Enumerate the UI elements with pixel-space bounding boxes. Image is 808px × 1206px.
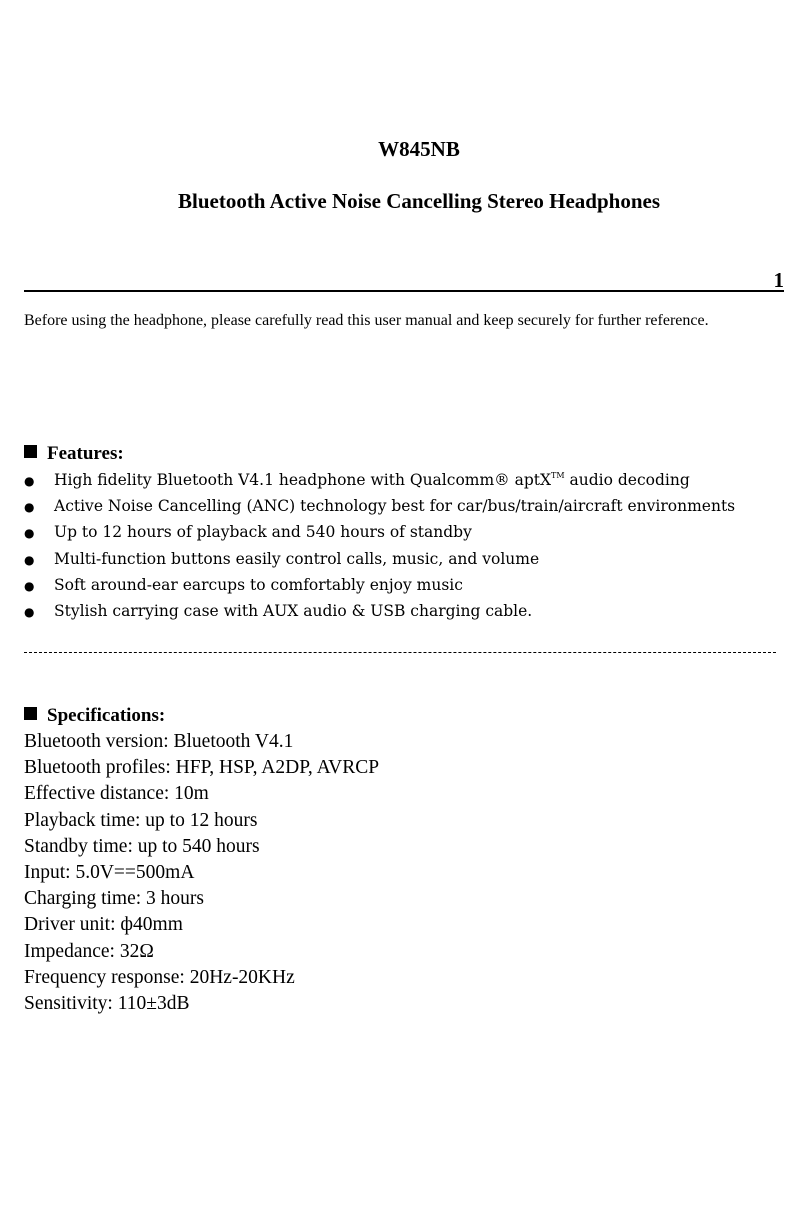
spec-sensitivity: Sensitivity: 110±3dB [24, 992, 190, 1014]
feature-item [24, 493, 735, 519]
specifications-heading-label: Specifications: [47, 705, 166, 726]
features-heading-label: Features: [47, 443, 124, 464]
feature-item [24, 467, 735, 493]
dashed-separator [24, 652, 776, 653]
spec-impedance: Impedance: 32Ω [24, 940, 154, 962]
page-number: 1 [773, 268, 784, 292]
spec-effective-distance: Effective distance: 10m [24, 783, 209, 805]
bullet-icon: ● [24, 552, 35, 567]
features-heading [24, 442, 124, 466]
feature-text: Stylish carrying case with AUX audio & USB charging cable. [54, 601, 533, 620]
square-bullet-icon [24, 445, 37, 458]
bullet-icon: ● [24, 474, 35, 488]
spec-frequency-response: Frequency response: 20Hz-20KHz [24, 966, 295, 988]
product-name: Bluetooth Active Noise Cancelling Stereo Headphones [177, 189, 660, 213]
spec-charging-time: Charging time: 3 hours [24, 888, 205, 910]
specifications-heading [24, 704, 165, 728]
feature-text: Up to 12 hours of playback and 540 hours of standby [54, 523, 472, 542]
model-title: W845NB [378, 137, 460, 161]
header-rule [24, 290, 784, 292]
specifications-list [24, 729, 379, 1017]
intro-text: Before using the headphone, please carefully read this user manual and keep securely for further reference. [24, 312, 709, 329]
trademark-superscript: TM [551, 471, 565, 480]
bullet-icon: ● [24, 578, 35, 593]
square-bullet-icon [24, 707, 37, 720]
features-list [24, 467, 735, 624]
bullet-icon: ● [24, 604, 35, 619]
feature-text: Multi-function buttons easily control calls, music, and volume [54, 549, 540, 568]
feature-item [24, 598, 735, 624]
feature-text: Active Noise Cancelling (ANC) technology best for car/bus/train/aircraft environments [54, 497, 736, 516]
feature-item [24, 546, 735, 572]
feature-item [24, 572, 735, 598]
spec-bluetooth-version: Bluetooth version: Bluetooth V4.1 [24, 731, 294, 752]
spec-input: Input: 5.0V==500mA [24, 861, 195, 883]
spec-bluetooth-profiles: Bluetooth profiles: HFP, HSP, A2DP, AVRCP [24, 757, 380, 779]
feature-text: High fidelity Bluetooth V4.1 headphone with Qualcomm® aptX [54, 471, 552, 489]
spec-standby-time: Standby time: up to 540 hours [24, 835, 260, 857]
feature-text-continued: audio decoding [564, 471, 690, 489]
spec-driver-unit: Driver unit: ф40mm [24, 914, 183, 936]
feature-text: Soft around-ear earcups to comfortably enjoy music [54, 575, 463, 594]
feature-item [24, 519, 735, 545]
bullet-icon: ● [24, 526, 35, 541]
spec-playback-time: Playback time: up to 12 hours [24, 809, 258, 831]
bullet-icon: ● [24, 500, 35, 515]
